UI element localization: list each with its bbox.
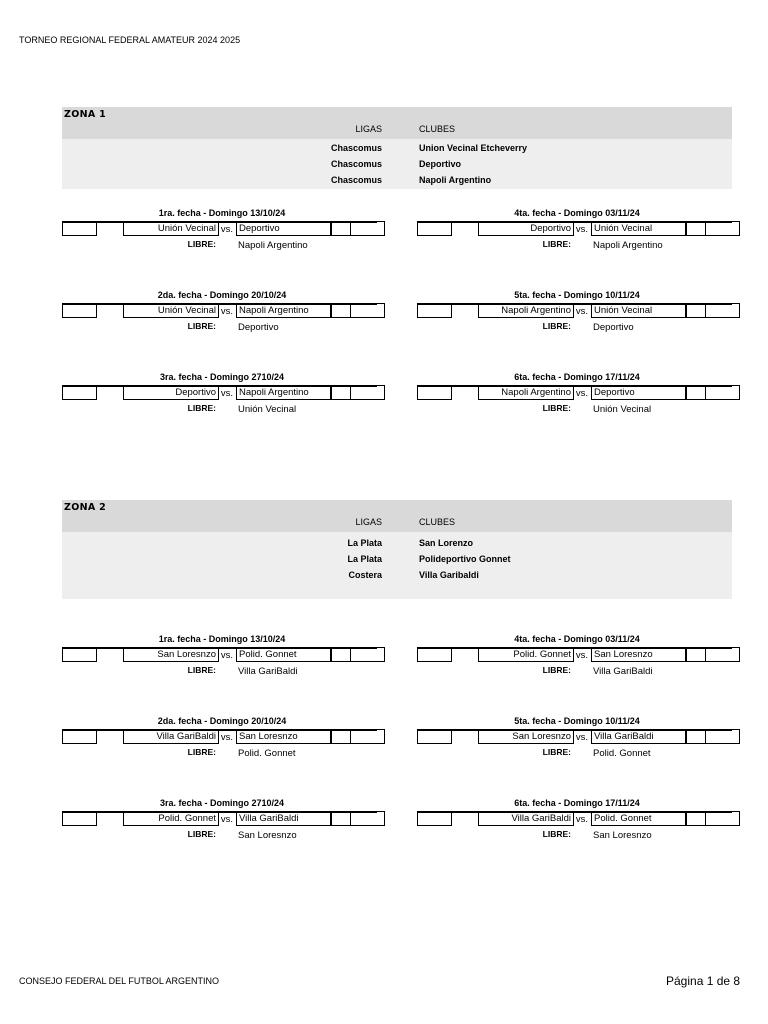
home-team: San Loresnzo — [478, 729, 574, 744]
home-team: Napoli Argentino — [478, 385, 574, 400]
fixture-date-title: 4ta. fecha - Domingo 03/11/24 — [514, 208, 640, 218]
vs-label: vs. — [575, 388, 589, 399]
clubes-header: CLUBES — [419, 517, 456, 527]
libre-team: Villa GariBaldi — [593, 666, 653, 677]
score-box-right — [350, 811, 385, 826]
zone-1-table — [62, 107, 732, 189]
libre-team: Polid. Gonnet — [238, 748, 296, 759]
score-box-mid — [331, 729, 351, 744]
vs-label: vs. — [220, 224, 234, 235]
score-box-mid — [331, 811, 351, 826]
fixture-date-title: 6ta. fecha - Domingo 17/11/24 — [514, 372, 640, 382]
home-team: Deportivo — [123, 385, 219, 400]
club-cell: Napoli Argentino — [419, 175, 492, 185]
zone-row — [62, 171, 732, 187]
fixture — [417, 208, 737, 253]
vs-label: vs. — [575, 814, 589, 825]
score-box-left — [417, 647, 452, 662]
zone-2-title: ZONA 2 — [64, 502, 106, 513]
away-team: Polid. Gonnet — [591, 811, 686, 826]
fixture — [62, 372, 382, 417]
score-box-mid — [331, 385, 351, 400]
score-box-right — [705, 811, 740, 826]
score-box-mid — [331, 647, 351, 662]
vs-label: vs. — [220, 650, 234, 661]
vs-label: vs. — [220, 388, 234, 399]
vs-label: vs. — [220, 306, 234, 317]
libre-label: LIBRE: — [187, 829, 216, 839]
score-box-right — [350, 729, 385, 744]
home-team: Polid. Gonnet — [478, 647, 574, 662]
away-team: Polid. Gonnet — [236, 647, 331, 662]
libre-label: LIBRE: — [187, 665, 216, 675]
score-box-right — [705, 385, 740, 400]
home-team: San Loresnzo — [123, 647, 219, 662]
away-team: Deportivo — [591, 385, 686, 400]
liga-cell: Chascomus — [330, 143, 382, 153]
libre-label: LIBRE: — [542, 829, 571, 839]
libre-team: San Loresnzo — [593, 830, 652, 841]
zone-1-title: ZONA 1 — [64, 109, 106, 120]
libre-label: LIBRE: — [187, 747, 216, 757]
fixture — [62, 290, 382, 335]
document-title: TORNEO REGIONAL FEDERAL AMATEUR 2024 2025 — [19, 35, 241, 45]
libre-label: LIBRE: — [542, 403, 571, 413]
zone-2-header — [62, 500, 732, 532]
away-team: Villa GariBaldi — [591, 729, 686, 744]
libre-team: Unión Vecinal — [238, 404, 297, 415]
score-box-right — [350, 303, 385, 318]
fixture-date-title: 6ta. fecha - Domingo 17/11/24 — [514, 798, 640, 808]
fixture-date-title: 3ra. fecha - Domingo 2710/24 — [159, 372, 285, 382]
club-cell: Union Vecinal Etcheverry — [419, 143, 528, 153]
libre-team: Deportivo — [593, 322, 634, 333]
libre-team: Napoli Argentino — [593, 240, 663, 251]
libre-team: Polid. Gonnet — [593, 748, 651, 759]
score-box-mid — [331, 303, 351, 318]
libre-label: LIBRE: — [187, 321, 216, 331]
fixture — [417, 634, 737, 679]
score-box-left — [62, 221, 97, 236]
away-team: San Loresnzo — [591, 647, 686, 662]
fixture-date-title: 5ta. fecha - Domingo 10/11/24 — [514, 716, 640, 726]
score-box-right — [350, 385, 385, 400]
score-box-left — [417, 385, 452, 400]
home-team: Unión Vecinal — [123, 221, 219, 236]
vs-label: vs. — [575, 224, 589, 235]
libre-team: Villa GariBaldi — [238, 666, 298, 677]
liga-cell: Chascomus — [330, 175, 382, 185]
liga-cell: Chascomus — [330, 159, 382, 169]
zone-1-header — [62, 107, 732, 139]
liga-cell: Costera — [348, 570, 382, 580]
fixture-date-title: 1ra. fecha - Domingo 13/10/24 — [158, 634, 286, 644]
score-box-mid — [686, 729, 706, 744]
fixture — [417, 290, 737, 335]
ligas-header: LIGAS — [355, 517, 382, 527]
fixture-date-title: 2da. fecha - Domingo 20/10/24 — [157, 290, 287, 300]
fixture — [417, 798, 737, 843]
score-box-mid — [686, 811, 706, 826]
fixture-date-title: 5ta. fecha - Domingo 10/11/24 — [514, 290, 640, 300]
fixture-date-title: 1ra. fecha - Domingo 13/10/24 — [158, 208, 286, 218]
score-box-left — [62, 385, 97, 400]
score-box-left — [417, 221, 452, 236]
score-box-left — [62, 303, 97, 318]
score-box-left — [417, 303, 452, 318]
vs-label: vs. — [220, 814, 234, 825]
zone-row — [62, 550, 732, 566]
fixture-date-title: 2da. fecha - Domingo 20/10/24 — [157, 716, 287, 726]
fixture — [417, 372, 737, 417]
fixture — [417, 716, 737, 761]
score-box-left — [62, 811, 97, 826]
vs-label: vs. — [575, 732, 589, 743]
fixture-date-title: 4ta. fecha - Domingo 03/11/24 — [514, 634, 640, 644]
score-box-right — [350, 221, 385, 236]
vs-label: vs. — [220, 732, 234, 743]
libre-label: LIBRE: — [187, 403, 216, 413]
away-team: Deportivo — [236, 221, 331, 236]
score-box-mid — [331, 221, 351, 236]
score-box-left — [417, 811, 452, 826]
score-box-right — [705, 729, 740, 744]
score-box-right — [705, 221, 740, 236]
score-box-mid — [686, 303, 706, 318]
away-team: Villa GariBaldi — [236, 811, 331, 826]
libre-team: Deportivo — [238, 322, 279, 333]
score-box-left — [62, 647, 97, 662]
score-box-mid — [686, 221, 706, 236]
away-team: San Loresnzo — [236, 729, 331, 744]
score-box-right — [350, 647, 385, 662]
libre-team: Napoli Argentino — [238, 240, 308, 251]
club-cell: Deportivo — [419, 159, 462, 169]
liga-cell: La Plata — [347, 554, 382, 564]
home-team: Villa GariBaldi — [123, 729, 219, 744]
score-box-mid — [686, 647, 706, 662]
vs-label: vs. — [575, 306, 589, 317]
fixture — [62, 634, 382, 679]
score-box-left — [417, 729, 452, 744]
vs-label: vs. — [575, 650, 589, 661]
zone-row — [62, 155, 732, 171]
away-team: Unión Vecinal — [591, 221, 686, 236]
fixture — [62, 716, 382, 761]
liga-cell: La Plata — [347, 538, 382, 548]
home-team: Unión Vecinal — [123, 303, 219, 318]
footer-organization: CONSEJO FEDERAL DEL FUTBOL ARGENTINO — [19, 976, 220, 986]
zone-row — [62, 566, 732, 582]
club-cell: Polideportivo Gonnet — [419, 554, 511, 564]
score-box-right — [705, 303, 740, 318]
libre-label: LIBRE: — [542, 321, 571, 331]
fixture-date-title: 3ra. fecha - Domingo 2710/24 — [159, 798, 285, 808]
libre-team: Unión Vecinal — [593, 404, 652, 415]
away-team: Unión Vecinal — [591, 303, 686, 318]
zone-row — [62, 534, 732, 550]
home-team: Napoli Argentino — [478, 303, 574, 318]
ligas-header: LIGAS — [355, 124, 382, 134]
away-team: Napoli Argentino — [236, 303, 331, 318]
fixture — [62, 798, 382, 843]
home-team: Polid. Gonnet — [123, 811, 219, 826]
zone-2-table — [62, 500, 732, 599]
home-team: Deportivo — [478, 221, 574, 236]
libre-label: LIBRE: — [187, 239, 216, 249]
libre-team: San Loresnzo — [238, 830, 297, 841]
club-cell: Villa Garibaldi — [419, 570, 479, 580]
libre-label: LIBRE: — [542, 747, 571, 757]
libre-label: LIBRE: — [542, 665, 571, 675]
libre-label: LIBRE: — [542, 239, 571, 249]
score-box-mid — [686, 385, 706, 400]
score-box-right — [705, 647, 740, 662]
home-team: Villa GariBaldi — [478, 811, 574, 826]
page-number: Página 1 de 8 — [666, 974, 741, 988]
fixture — [62, 208, 382, 253]
zone-row — [62, 139, 732, 155]
club-cell: San Lorenzo — [419, 538, 474, 548]
clubes-header: CLUBES — [419, 124, 456, 134]
away-team: Napoli Argentino — [236, 385, 331, 400]
score-box-left — [62, 729, 97, 744]
